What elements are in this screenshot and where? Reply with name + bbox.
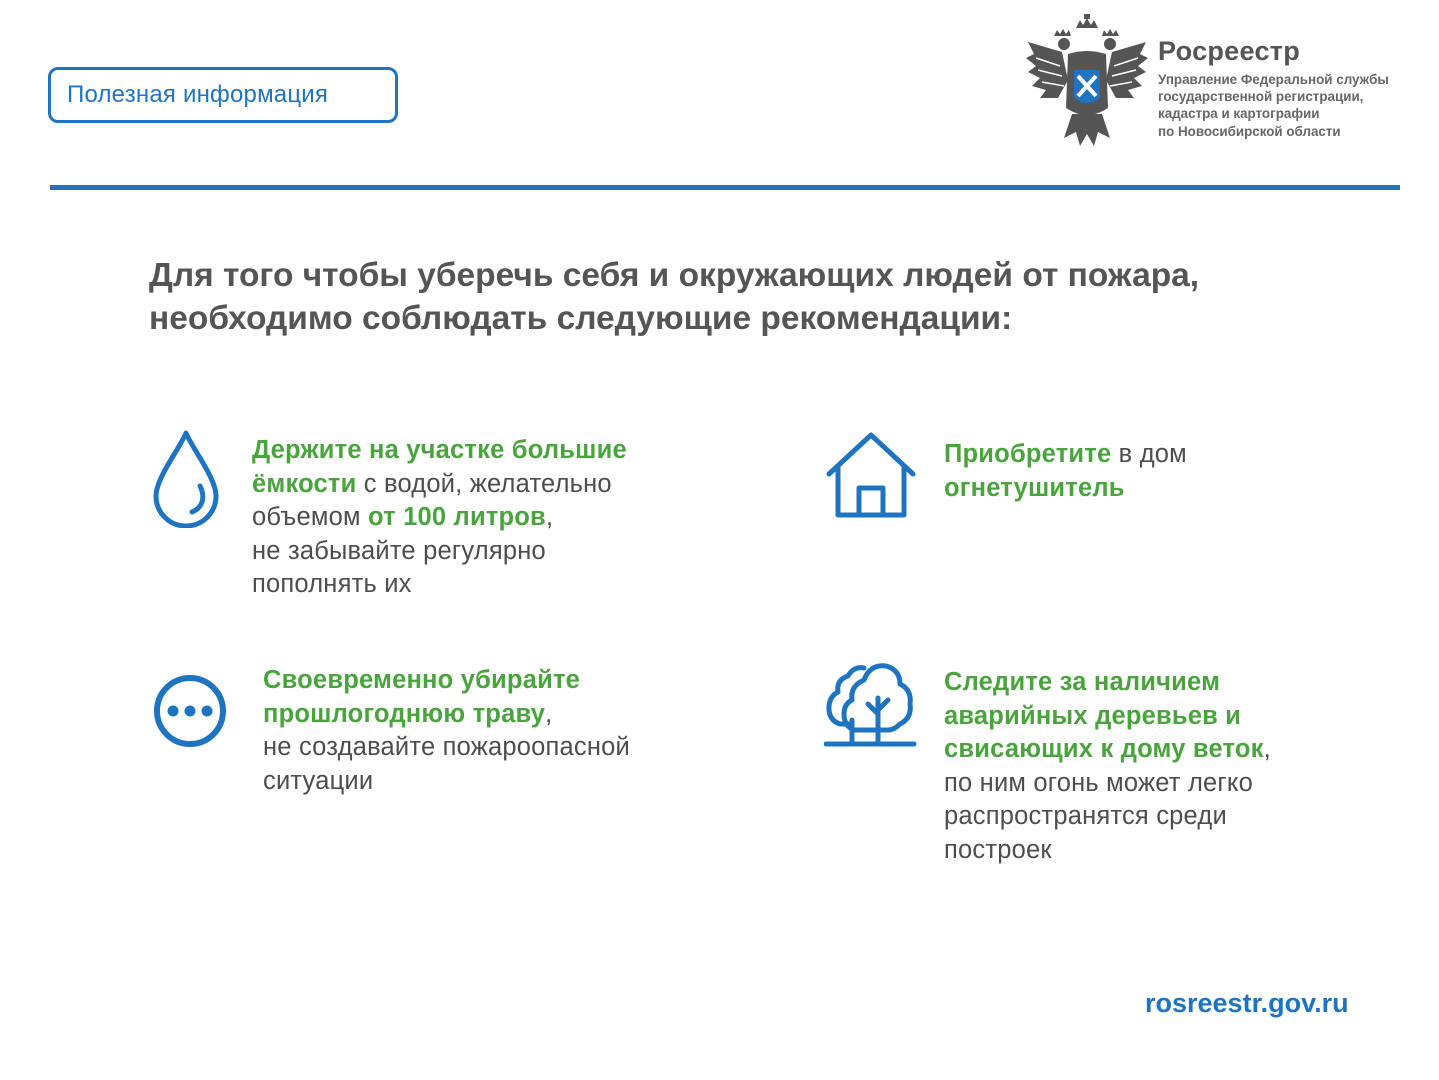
page-title — [149, 254, 1349, 340]
page-title-line-1: Для того чтобы уберечь себя и окружающих людей от пожара, — [149, 257, 1200, 294]
brand-subtitle-line: по Новосибирской области — [1158, 123, 1341, 139]
tip-trees-highlight: Следите за наличием — [944, 668, 1221, 696]
tip-fire-extinguisher — [944, 438, 1364, 505]
tip-extinguisher-highlight: Приобретите — [944, 440, 1112, 468]
tip-extinguisher-highlight: огнетушитель — [944, 473, 1125, 502]
tip-water-highlight: ёмкости — [252, 469, 357, 498]
brand-subtitle-line: кадастра и картографии — [1158, 106, 1320, 122]
website-link[interactable]: rosreestr.gov.ru — [1145, 988, 1349, 1018]
section-badge-label: Полезная информация — [67, 81, 329, 108]
tip-water-text: не забывайте регулярно — [252, 536, 546, 565]
tip-emergency-trees — [944, 666, 1414, 868]
brand-subtitle — [1158, 71, 1428, 140]
tip-water-text: , — [545, 503, 554, 532]
tip-water-text: объемом — [252, 503, 368, 532]
tip-extinguisher-text: в дом — [1111, 440, 1187, 468]
section-badge — [48, 67, 398, 123]
tip-trees-text: распространятся среди — [944, 802, 1227, 831]
water-drop-icon — [150, 428, 222, 528]
tip-trees-text: построек — [944, 835, 1052, 864]
tip-old-grass — [263, 664, 733, 798]
tip-water-volume: от 100 литров — [368, 503, 546, 532]
house-icon — [825, 430, 917, 520]
trees-icon — [824, 658, 918, 750]
dots-circle-icon — [152, 673, 228, 749]
double-headed-eagle-emblem-icon — [1024, 14, 1150, 152]
brand-subtitle-line: государственной регистрации, — [1158, 89, 1364, 105]
header-divider — [50, 185, 1400, 190]
tip-trees-text: по ним огонь может легко — [944, 768, 1253, 797]
tip-water-highlight: Держите на участке большие — [252, 436, 627, 464]
tip-grass-text: не создавайте пожароопасной — [263, 733, 630, 762]
tip-grass-text: , — [545, 699, 553, 728]
tip-grass-text: ситуации — [263, 766, 374, 795]
tip-water-text: с водой, желательно — [356, 469, 612, 498]
tip-water-text: пополнять их — [252, 570, 412, 599]
tip-grass-highlight: прошлогоднюю траву — [263, 699, 546, 728]
tip-trees-highlight: аварийных деревьев и — [944, 701, 1242, 730]
tip-trees-text: , — [1263, 735, 1271, 764]
tip-water-containers — [252, 434, 732, 602]
page-title-line-2: необходимо соблюдать следующие рекомендации: — [149, 300, 1013, 337]
tip-trees-highlight: свисающих к дому веток — [944, 735, 1264, 764]
brand-subtitle-line: Управление Федеральной службы — [1158, 72, 1389, 87]
tip-grass-highlight: Своевременно убирайте — [263, 666, 581, 694]
brand-name: Росреестр — [1158, 36, 1301, 66]
